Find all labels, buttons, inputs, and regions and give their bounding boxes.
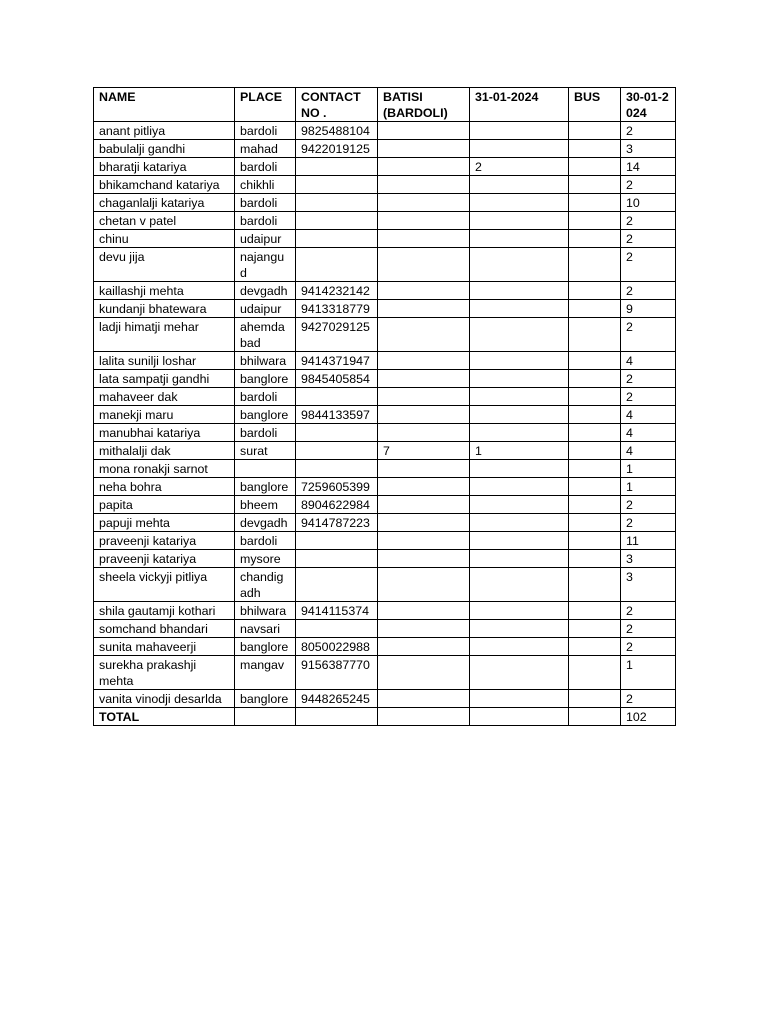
cell-date-31 [470,460,569,478]
cell-bus [569,352,621,370]
cell-date-30: 10 [621,194,676,212]
cell-place: surat [235,442,296,460]
table-row [94,248,676,282]
cell-batisi [378,140,470,158]
cell-date-30: 2 [621,176,676,194]
cell-contact: 9413318779 [296,300,378,318]
table-row [94,442,676,460]
cell-batisi [378,300,470,318]
cell-date-30: 4 [621,406,676,424]
cell-date-31 [470,532,569,550]
table-row [94,352,676,370]
cell-date-30: 14 [621,158,676,176]
cell-batisi [378,514,470,532]
table-row [94,532,676,550]
table-row [94,656,676,690]
cell-name: kaillashji mehta [94,282,235,300]
cell-batisi [378,388,470,406]
header-place: PLACE [235,88,296,122]
cell-bus [569,550,621,568]
cell-batisi [378,568,470,602]
cell-name: bhikamchand katariya [94,176,235,194]
cell-date-30: 2 [621,496,676,514]
cell-bus [569,442,621,460]
cell-bus [569,532,621,550]
header-row [94,88,676,122]
cell-name: kundanji bhatewara [94,300,235,318]
cell-date-30: 9 [621,300,676,318]
table-row [94,140,676,158]
table-row [94,514,676,532]
cell-batisi [378,282,470,300]
table-row [94,638,676,656]
cell-place: banglore [235,370,296,388]
table-row [94,176,676,194]
table-row [94,212,676,230]
cell-bus [569,122,621,140]
cell-date-30: 3 [621,140,676,158]
cell-date-31 [470,514,569,532]
cell-name: manekji maru [94,406,235,424]
cell-place: bardoli [235,388,296,406]
table-row [94,550,676,568]
cell-date-30: 1 [621,460,676,478]
cell-name: sheela vickyji pitliya [94,568,235,602]
table-row [94,460,676,478]
cell-place: mangav [235,656,296,690]
header-batisi: BATISI (BARDOLI) [378,88,470,122]
table-row [94,690,676,708]
cell-name: papuji mehta [94,514,235,532]
cell-contact: 9414115374 [296,602,378,620]
cell-date-30: 4 [621,352,676,370]
table-row [94,496,676,514]
cell-date-30: 1 [621,478,676,496]
cell-batisi [378,122,470,140]
cell-date-30: 11 [621,532,676,550]
cell-batisi [378,230,470,248]
cell-name: chaganlalji katariya [94,194,235,212]
cell-name: shila gautamji kothari [94,602,235,620]
cell-date-31 [470,638,569,656]
cell-date-30: 2 [621,230,676,248]
table-row [94,620,676,638]
table-row [94,406,676,424]
cell-name: papita [94,496,235,514]
cell-date-30: 102 [621,708,676,726]
table-row [94,424,676,442]
cell-date-31 [470,300,569,318]
header-date-30: 30-01-2024 [621,88,676,122]
cell-name: ladji himatji mehar [94,318,235,352]
cell-bus [569,300,621,318]
cell-bus [569,568,621,602]
cell-name: chinu [94,230,235,248]
table-row [94,122,676,140]
table-row [94,370,676,388]
cell-date-30: 2 [621,620,676,638]
cell-place: bardoli [235,532,296,550]
cell-batisi [378,638,470,656]
cell-place: bardoli [235,122,296,140]
cell-contact: 9422019125 [296,140,378,158]
cell-name: praveenji katariya [94,532,235,550]
cell-place: banglore [235,478,296,496]
cell-batisi [378,158,470,176]
cell-date-30: 2 [621,122,676,140]
cell-name: manubhai katariya [94,424,235,442]
cell-batisi [378,424,470,442]
cell-batisi [378,496,470,514]
cell-date-30: 2 [621,318,676,352]
cell-contact [296,568,378,602]
cell-name: vanita vinodji desarlda [94,690,235,708]
cell-place: bardoli [235,194,296,212]
cell-date-30: 2 [621,690,676,708]
cell-place: udaipur [235,300,296,318]
cell-contact: 7259605399 [296,478,378,496]
cell-batisi [378,352,470,370]
cell-bus [569,424,621,442]
cell-batisi [378,656,470,690]
cell-contact [296,230,378,248]
cell-contact: 9825488104 [296,122,378,140]
cell-bus [569,656,621,690]
cell-contact [296,176,378,194]
table-row [94,388,676,406]
cell-date-31 [470,282,569,300]
cell-bus [569,708,621,726]
cell-date-31 [470,550,569,568]
cell-contact [296,194,378,212]
cell-date-30: 2 [621,370,676,388]
cell-date-31 [470,478,569,496]
cell-name: bharatji katariya [94,158,235,176]
cell-contact: 9448265245 [296,690,378,708]
cell-date-30: 2 [621,602,676,620]
cell-name: lata sampatji gandhi [94,370,235,388]
cell-bus [569,638,621,656]
cell-place: banglore [235,406,296,424]
cell-date-31 [470,140,569,158]
cell-batisi [378,690,470,708]
cell-bus [569,514,621,532]
cell-contact [296,620,378,638]
cell-contact: 9427029125 [296,318,378,352]
cell-bus [569,370,621,388]
cell-date-31 [470,424,569,442]
cell-name: surekha prakashji mehta [94,656,235,690]
cell-contact: 8050022988 [296,638,378,656]
table-row [94,282,676,300]
cell-batisi [378,602,470,620]
cell-date-31 [470,352,569,370]
cell-contact: 8904622984 [296,496,378,514]
cell-date-31 [470,212,569,230]
cell-place: mysore [235,550,296,568]
cell-name: mahaveer dak [94,388,235,406]
cell-contact [296,158,378,176]
table-row [94,194,676,212]
cell-bus [569,248,621,282]
cell-batisi [378,248,470,282]
cell-date-30: 2 [621,248,676,282]
cell-contact [296,532,378,550]
cell-date-31 [470,496,569,514]
cell-place: ahemdabad [235,318,296,352]
cell-place: bardoli [235,212,296,230]
cell-batisi [378,532,470,550]
cell-place: banglore [235,638,296,656]
cell-bus [569,388,621,406]
cell-name: anant pitliya [94,122,235,140]
cell-date-31 [470,230,569,248]
header-contact: CONTACT NO . [296,88,378,122]
table-row [94,158,676,176]
cell-bus [569,230,621,248]
cell-place: mahad [235,140,296,158]
cell-batisi [378,550,470,568]
cell-contact [296,388,378,406]
cell-bus [569,282,621,300]
cell-name: somchand bhandari [94,620,235,638]
cell-date-30: 1 [621,656,676,690]
guest-list-table [93,87,676,726]
table-row [94,230,676,248]
cell-date-31 [470,406,569,424]
table-row [94,318,676,352]
cell-batisi [378,620,470,638]
cell-name: lalita sunilji loshar [94,352,235,370]
cell-bus [569,478,621,496]
cell-contact: 9414371947 [296,352,378,370]
cell-name: babulalji gandhi [94,140,235,158]
cell-date-30: 2 [621,388,676,406]
cell-contact [296,442,378,460]
cell-bus [569,318,621,352]
cell-bus [569,496,621,514]
cell-contact [296,550,378,568]
table-row [94,300,676,318]
cell-place: bheem [235,496,296,514]
cell-date-31 [470,602,569,620]
cell-place [235,460,296,478]
cell-contact: 9414232142 [296,282,378,300]
cell-date-30: 2 [621,514,676,532]
cell-name: chetan v patel [94,212,235,230]
cell-bus [569,690,621,708]
cell-date-30: 2 [621,212,676,230]
cell-batisi [378,370,470,388]
cell-contact: 9156387770 [296,656,378,690]
cell-date-31 [470,176,569,194]
cell-place: bhilwara [235,352,296,370]
cell-date-30: 3 [621,550,676,568]
cell-contact [296,460,378,478]
cell-batisi [378,212,470,230]
table-row [94,478,676,496]
table-row [94,568,676,602]
cell-date-30: 4 [621,442,676,460]
cell-name: devu jija [94,248,235,282]
cell-name: mithalalji dak [94,442,235,460]
cell-batisi [378,194,470,212]
cell-name: sunita mahaveerji [94,638,235,656]
cell-batisi [378,318,470,352]
cell-batisi: 7 [378,442,470,460]
cell-batisi [378,478,470,496]
cell-date-31: 1 [470,442,569,460]
cell-contact [296,424,378,442]
cell-date-31 [470,656,569,690]
cell-name: mona ronakji sarnot [94,460,235,478]
cell-place: navsari [235,620,296,638]
cell-date-31 [470,388,569,406]
cell-bus [569,194,621,212]
cell-place: devgadh [235,514,296,532]
table-body [94,122,676,726]
cell-name: TOTAL [94,708,235,726]
cell-batisi [378,708,470,726]
cell-date-31 [470,318,569,352]
cell-place: banglore [235,690,296,708]
header-name: NAME [94,88,235,122]
cell-contact: 9414787223 [296,514,378,532]
cell-date-30: 2 [621,638,676,656]
cell-bus [569,620,621,638]
cell-place: udaipur [235,230,296,248]
cell-date-31 [470,194,569,212]
cell-date-31 [470,248,569,282]
cell-date-31 [470,568,569,602]
cell-place: bardoli [235,158,296,176]
cell-contact: 9845405854 [296,370,378,388]
cell-date-31 [470,708,569,726]
cell-bus [569,212,621,230]
cell-date-31: 2 [470,158,569,176]
cell-place [235,708,296,726]
cell-bus [569,176,621,194]
cell-place: bhilwara [235,602,296,620]
cell-place: najangud [235,248,296,282]
cell-place: bardoli [235,424,296,442]
cell-batisi [378,176,470,194]
cell-batisi [378,460,470,478]
cell-place: devgadh [235,282,296,300]
cell-date-30: 2 [621,282,676,300]
cell-date-31 [470,370,569,388]
cell-contact [296,708,378,726]
cell-contact [296,248,378,282]
cell-bus [569,158,621,176]
table-row [94,602,676,620]
cell-date-31 [470,620,569,638]
cell-date-31 [470,122,569,140]
header-date-31: 31-01-2024 [470,88,569,122]
cell-batisi [378,406,470,424]
cell-place: chikhli [235,176,296,194]
cell-bus [569,406,621,424]
cell-name: praveenji katariya [94,550,235,568]
cell-place: chandigadh [235,568,296,602]
cell-date-30: 3 [621,568,676,602]
cell-contact [296,212,378,230]
cell-bus [569,460,621,478]
cell-contact: 9844133597 [296,406,378,424]
cell-date-30: 4 [621,424,676,442]
cell-date-31 [470,690,569,708]
cell-bus [569,602,621,620]
cell-name: neha bohra [94,478,235,496]
cell-bus [569,140,621,158]
header-bus: BUS [569,88,621,122]
total-row [94,708,676,726]
